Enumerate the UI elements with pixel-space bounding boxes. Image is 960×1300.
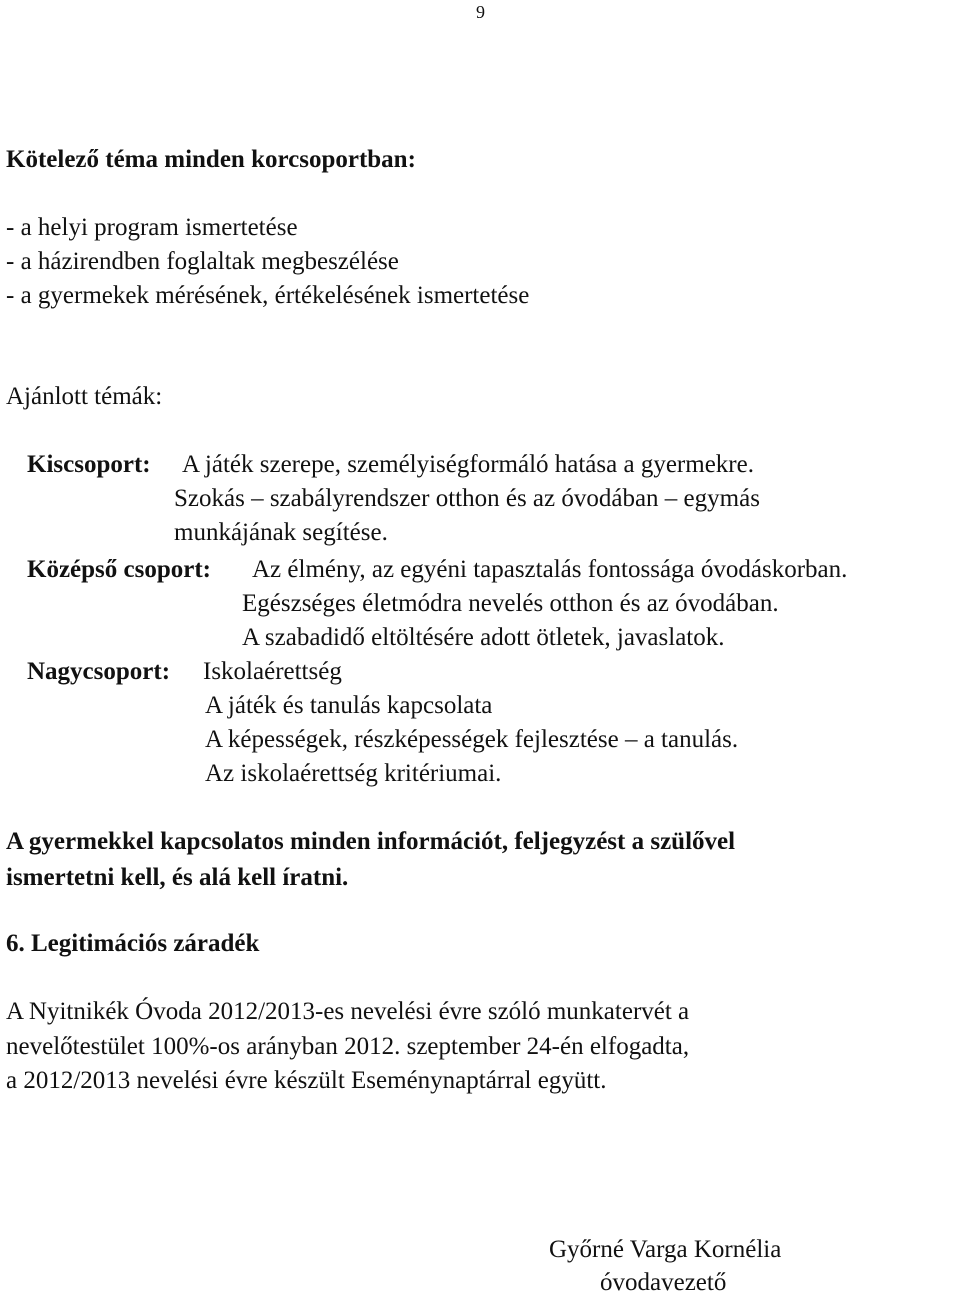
signature-name: Győrné Varga Kornélia — [549, 1236, 782, 1263]
legitimation-line: A Nyitnikék Óvoda 2012/2013-es nevelési évre szóló munkatervét a — [6, 998, 690, 1025]
signature-title: óvodavezető — [600, 1269, 727, 1296]
legitimation-line: nevelőtestület 100%-os arányban 2012. szeptember 24-én elfogadta, — [6, 1033, 690, 1060]
middle-group-line: Egészséges életmódra nevelés otthon és az óvodában. — [242, 590, 779, 617]
large-group-line: Iskolaérettség — [203, 658, 342, 685]
large-group-line: A játék és tanulás kapcsolata — [205, 692, 493, 719]
page-number: 9 — [476, 2, 485, 22]
mandatory-item: - a gyermekek mérésének, értékelésének ismertetése — [6, 282, 530, 309]
middle-group-line: Az élmény, az egyéni tapasztalás fontossága óvodáskorban. — [252, 556, 848, 583]
small-group-line: munkájának segítése. — [174, 519, 388, 546]
recommended-heading: Ajánlott témák: — [6, 383, 163, 410]
legitimation-heading: 6. Legitimációs záradék — [6, 930, 260, 957]
small-group-line: A játék szerepe, személyiségformáló hatása a gyermekre. — [182, 451, 754, 478]
notice-line: A gyermekkel kapcsolatos minden információt, feljegyzést a szülővel — [6, 828, 736, 855]
large-group-line: A képességek, részképességek fejlesztése – a tanulás. — [205, 726, 739, 753]
middle-group-line: A szabadidő eltöltésére adott ötletek, javaslatok. — [242, 624, 725, 651]
middle-group-label: Középső csoport: — [27, 556, 211, 583]
mandatory-item: - a házirendben foglaltak megbeszélése — [6, 248, 399, 275]
mandatory-heading: Kötelező téma minden korcsoportban: — [6, 146, 416, 173]
legitimation-line: a 2012/2013 nevelési évre készült Eseménynaptárral együtt. — [6, 1067, 607, 1094]
large-group-label: Nagycsoport: — [27, 658, 171, 685]
notice-line: ismertetni kell, és alá kell íratni. — [6, 864, 349, 891]
mandatory-item: - a helyi program ismertetése — [6, 214, 298, 241]
small-group-line: Szokás – szabályrendszer otthon és az óvodában – egymás — [174, 485, 760, 512]
large-group-line: Az iskolaérettség kritériumai. — [205, 760, 502, 787]
small-group-label: Kiscsoport: — [27, 451, 151, 478]
